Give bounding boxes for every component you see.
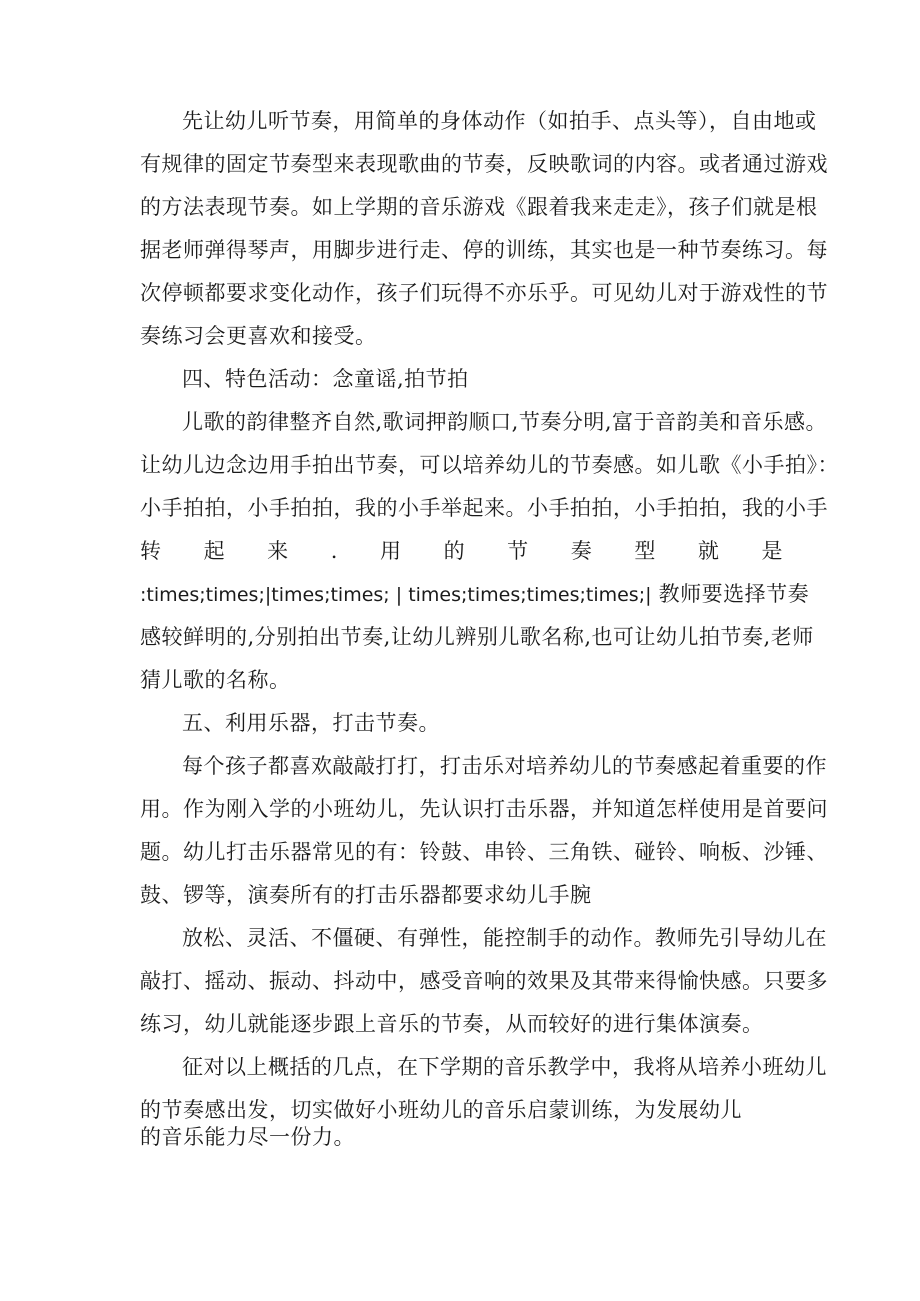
paragraph-line: 的节奏感出发，切实做好小班幼儿的音乐启蒙训练，为发展幼儿 <box>140 1098 742 1122</box>
paragraph-line: 有规律的固定节奏型来表现歌曲的节奏，反映歌词的内容。或者通过游戏 <box>140 152 828 176</box>
section-heading: 四、特色活动：念童谣,拍节拍 <box>182 367 469 391</box>
paragraph-line: 小手拍拍，小手拍拍，我的小手举起来。小手拍拍，小手拍拍，我的小手 <box>140 496 828 520</box>
spread-char: 的 <box>443 539 466 563</box>
rhythm-line <box>140 581 809 608</box>
spread-char: 用 <box>380 539 402 563</box>
paragraph-line: 放松、灵活、不僵硬、有弹性，能控制手的动作。教师先引导幼儿在 <box>182 926 827 950</box>
paragraph-line: 的方法表现节奏。如上学期的音乐游戏《跟着我来走走》，孩子们就是根 <box>140 195 818 219</box>
rhythm-notation: :times;times;|times;times; | times;times;times;times;| <box>140 584 652 606</box>
spread-char: 奏 <box>570 539 593 563</box>
spread-char: . <box>330 539 338 563</box>
paragraph-line: 感较鲜明的,分别拍出节奏,让幼儿辨别儿歌名称,也可让幼儿拍节奏,老师 <box>140 625 814 649</box>
paragraph-line: 鼓、锣等，演奏所有的打击乐器都要求幼儿手腕 <box>140 883 592 907</box>
spread-char: 就 <box>697 539 720 563</box>
paragraph-line: 每个孩子都喜欢敲敲打打，打击乐对培养幼儿的节奏感起着重要的作 <box>182 754 827 778</box>
paragraph-line: 让幼儿边念边用手拍出节奏，可以培养幼儿的节奏感。如儿歌《小手拍》： <box>140 453 839 477</box>
section-heading: 五、利用乐器，打击节奏。 <box>182 711 440 735</box>
spread-line <box>140 538 783 564</box>
paragraph-line: 用。作为刚入学的小班幼儿，先认识打击乐器，并知道怎样使用是首要问 <box>140 797 828 821</box>
spread-char: 型 <box>634 539 656 563</box>
rhythm-line-text: 教师要选择节奏 <box>651 582 810 606</box>
paragraph-line: 征对以上概括的几点，在下学期的音乐教学中，我将从培养小班幼儿 <box>182 1055 827 1079</box>
spread-char: 来 <box>267 539 289 563</box>
spread-char: 转 <box>140 539 162 563</box>
spread-char: 节 <box>507 539 529 563</box>
paragraph-line: 敲打、摇动、振动、抖动中，感受音响的效果及其带来得愉快感。只要多 <box>140 969 828 993</box>
paragraph-line: 次停顿都要求变化动作，孩子们玩得不亦乐乎。可见幼儿对于游戏性的节 <box>140 281 828 305</box>
paragraph-line: 题。幼儿打击乐器常见的有：铃鼓、串铃、三角铁、碰铃、响板、沙锤、 <box>140 840 828 864</box>
spread-char: 是 <box>761 539 783 563</box>
paragraph-line: 猜儿歌的名称。 <box>140 668 291 692</box>
paragraph-line: 据老师弹得琴声，用脚步进行走、停的训练，其实也是一种节奏练习。每 <box>140 238 828 262</box>
spread-char: 起 <box>203 539 226 563</box>
paragraph-line: 的音乐能力尽一份力。 <box>140 1125 355 1149</box>
paragraph-line: 先让幼儿听节奏，用简单的身体动作（如拍手、点头等），自由地或 <box>182 109 817 133</box>
paragraph-line: 练习，幼儿就能逐步跟上音乐的节奏，从而较好的进行集体演奏。 <box>140 1012 764 1036</box>
paragraph-line: 奏练习会更喜欢和接受。 <box>140 324 377 348</box>
paragraph-line: 儿歌的韵律整齐自然,歌词押韵顺口,节奏分明,富于音韵美和音乐感。 <box>182 410 828 434</box>
